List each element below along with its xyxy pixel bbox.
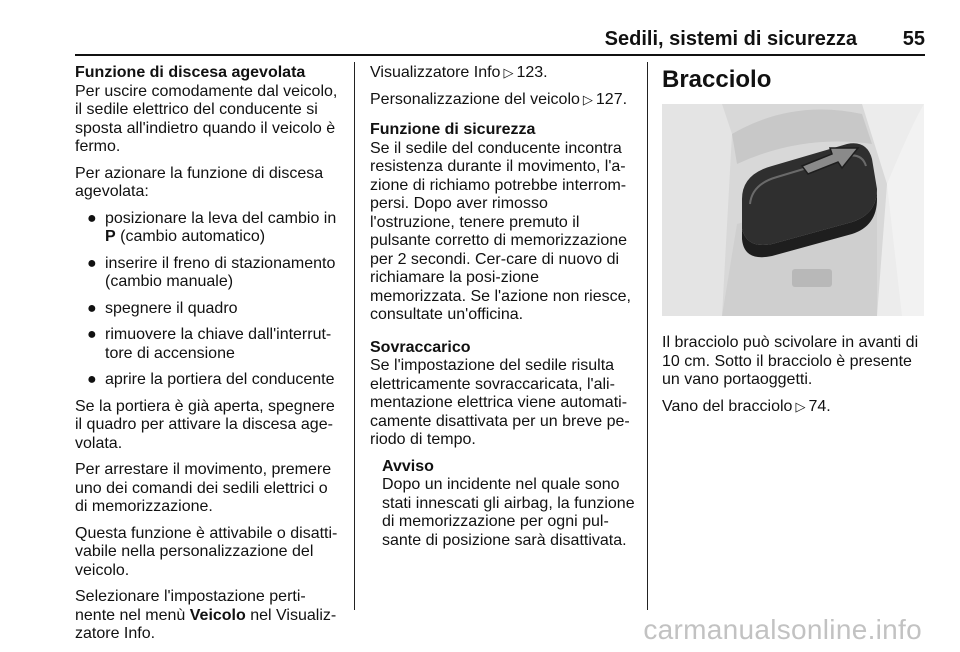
column-3 <box>662 64 927 424</box>
list-item: ● posizionare la leva del cambio in P (cambio automatico) <box>87 209 337 245</box>
cross-reference[interactable]: Personalizzazione del veicolo ▷ 127. <box>370 90 628 108</box>
bullet-icon: ● <box>87 254 97 272</box>
page-ref-arrow-icon: ▷ <box>582 91 593 107</box>
paragraph: Selezionare l'impostazione perti-nente nel menù Veicolo nel Visualiz-zatore Info. <box>75 588 337 642</box>
column-2 <box>370 64 635 558</box>
list-item: ● rimuovere la chiave dall'interrut-tore di accensione <box>87 326 332 362</box>
bullet-icon: ● <box>87 326 97 343</box>
paragraph: Se il sedile del conducente incontra resistenza durante il movimento, l'a-zione di richiamo potrebbe interrom-persi. Dopo aver rimosso l'ostruzione, tenere premuto il pulsante corretto di memorizzazione per 2 secondi. Cer-care di nuovo di richiamare la posi-zione memorizzata. Se l'azione non riesce, consultate un'officina. <box>370 139 631 323</box>
section-heading-sicurezza: Funzione di sicurezza <box>370 121 536 138</box>
watermark: carmanualsonline.info <box>643 614 922 645</box>
bullet-list <box>75 210 343 390</box>
paragraph: Questa funzione è attivabile o disatti-vabile nella personalizzazione del veicolo. <box>75 524 338 579</box>
paragraph: Il bracciolo può scivolare in avanti di 10 cm. Sotto il bracciolo è presente un vano portaoggetti. <box>662 334 919 388</box>
page-header <box>75 28 925 52</box>
bullet-icon: ● <box>87 209 97 227</box>
section-heading-discesa: Funzione di discesa agevolata <box>75 64 306 81</box>
header-title: Sedili, sistemi di sicurezza <box>604 28 857 50</box>
section-title-bracciolo: Bracciolo <box>662 66 772 93</box>
section-heading-sovraccarico: Sovraccarico <box>370 338 471 356</box>
armrest-illustration <box>662 104 924 316</box>
list-item: ● aprire la portiera del conducente <box>87 371 335 388</box>
page-ref-arrow-icon: ▷ <box>795 398 806 414</box>
cross-reference[interactable]: Vano del bracciolo ▷ 74. <box>662 397 831 415</box>
header-rule <box>75 54 925 56</box>
column-divider-2 <box>647 62 648 610</box>
bullet-icon: ● <box>87 299 97 317</box>
page-number: 55 <box>902 28 925 50</box>
paragraph: Per azionare la funzione di discesa agevolata: <box>75 164 324 200</box>
bullet-icon: ● <box>87 371 97 388</box>
note-box <box>370 458 635 551</box>
paragraph: Se la portiera è già aperta, spegnere il quadro per attivare la discesa age-volata. <box>75 397 335 452</box>
cross-reference[interactable]: Visualizzatore Info ▷ 123. <box>370 64 548 81</box>
paragraph: Per arrestare il movimento, premere uno dei comandi dei sedili elettrici o di memorizzazione. <box>75 461 332 515</box>
note-text: Dopo un incidente nel quale sono stati innescati gli airbag, la funzione di memorizzazione per ogni pul-sante di posizione sarà disattivata. <box>382 476 635 549</box>
page-ref-arrow-icon: ▷ <box>503 65 514 80</box>
paragraph: Se l'impostazione del sedile risulta elettricamente sovraccaricata, l'ali-mentazione elettrica viene automati-camente disattivata per un breve pe-riodo di tempo. <box>370 357 630 448</box>
list-item: ● spegnere il quadro <box>87 299 238 317</box>
list-item: ● inserire il freno di stazionamento (cambio manuale) <box>87 254 336 290</box>
note-heading: Avviso <box>382 457 434 475</box>
column-1 <box>75 64 343 652</box>
paragraph: Per uscire comodamente dal veicolo, il sedile elettrico del conducente si sposta all'indietro quando il veicolo è fermo. <box>75 82 338 155</box>
column-divider-1 <box>354 62 355 610</box>
